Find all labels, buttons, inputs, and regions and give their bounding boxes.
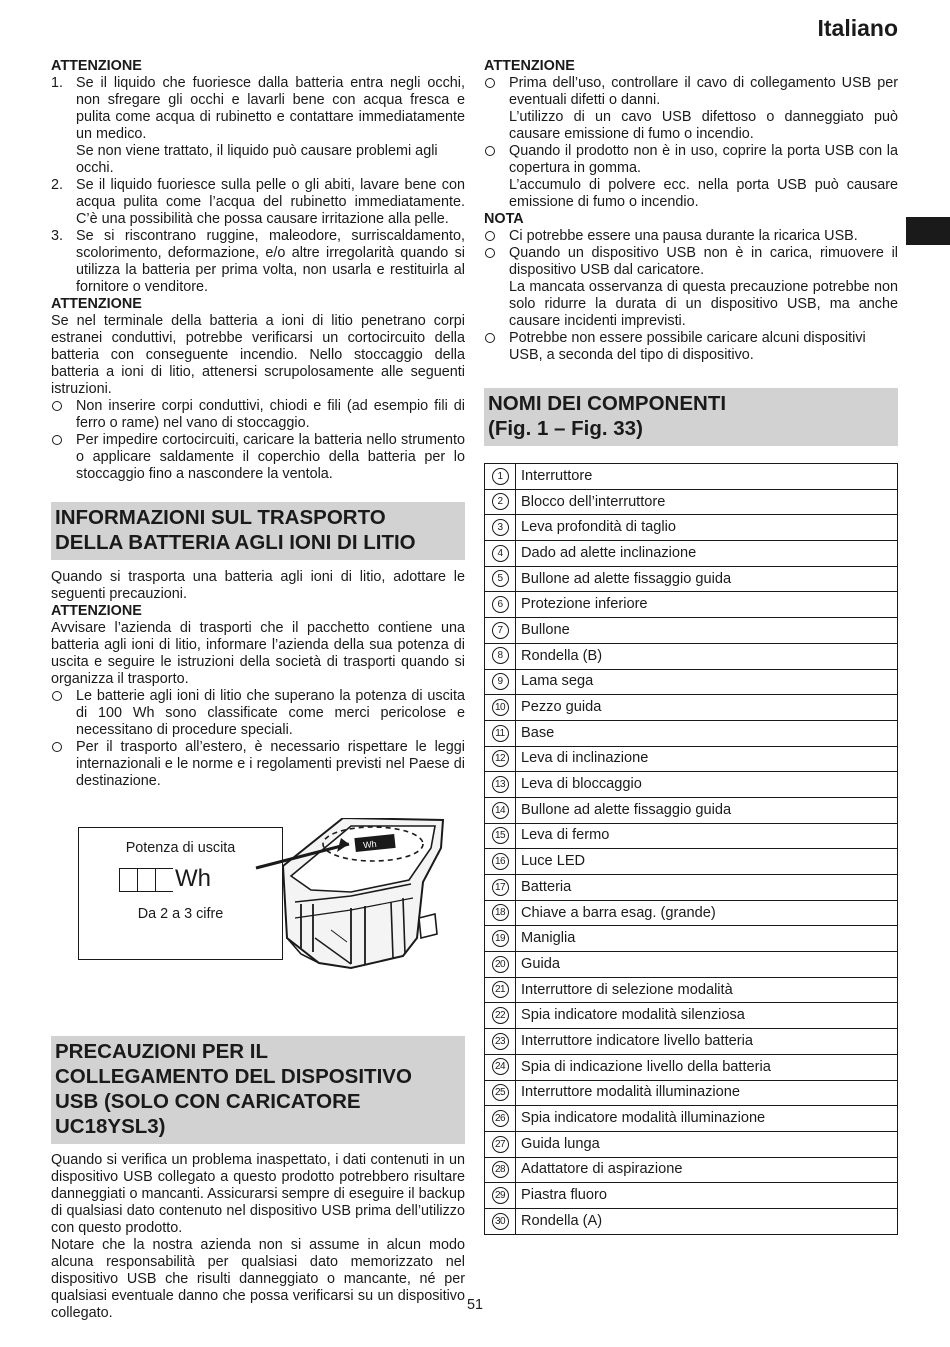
bullet-item xyxy=(484,245,898,330)
part-name-cell: Interruttore modalità illuminazione xyxy=(516,1080,898,1106)
table-row xyxy=(485,823,898,849)
part-name-cell: Interruttore di selezione modalità xyxy=(516,977,898,1003)
figure-caption-bottom: Da 2 a 3 cifre xyxy=(137,906,224,922)
circled-number: 9 xyxy=(492,673,509,690)
circle-bullet-icon xyxy=(51,739,76,790)
figure-caption-top: Potenza di uscita xyxy=(125,840,236,856)
page-language-header: Italiano xyxy=(817,15,898,41)
part-name-cell: Chiave a barra esag. (grande) xyxy=(516,900,898,926)
circle-bullet-icon xyxy=(484,143,509,211)
part-number-cell xyxy=(485,592,516,618)
right-column xyxy=(484,58,898,1235)
section-heading-transport xyxy=(51,502,465,560)
circled-number: 26 xyxy=(492,1110,509,1127)
circle-bullet-icon xyxy=(484,245,509,330)
table-row xyxy=(485,669,898,695)
table-row xyxy=(485,541,898,567)
circled-number: 3 xyxy=(492,519,509,536)
part-name-cell: Luce LED xyxy=(516,849,898,875)
part-name-cell: Rondella (B) xyxy=(516,643,898,669)
part-name-cell: Base xyxy=(516,720,898,746)
part-name-cell: Interruttore indicatore livello batteria xyxy=(516,1029,898,1055)
heading-line: PRECAUZIONI PER IL xyxy=(55,1040,268,1063)
part-name-cell: Guida xyxy=(516,952,898,978)
circle-bullet-icon xyxy=(51,398,76,432)
bullet-text: L’utilizzo di un cavo USB difettoso o danneggiato può causare emissione di fumo o incendio. xyxy=(509,109,898,142)
paragraph: Notare che la nostra azienda non si assume in alcun modo alcuna responsabilità per qualsiasi dato memorizzato nel dispositivo USB che risulti danneggiato o mancante, né per qualsiasi eventuale danno che possa verificarsi su un dispositivo collegato. xyxy=(51,1237,465,1321)
note-title: NOTA xyxy=(484,211,524,227)
part-number-cell xyxy=(485,1208,516,1234)
part-name-cell: Leva di fermo xyxy=(516,823,898,849)
part-number-cell xyxy=(485,695,516,721)
circled-number: 14 xyxy=(492,802,509,819)
circled-number: 17 xyxy=(492,879,509,896)
part-name-cell: Batteria xyxy=(516,875,898,901)
part-number-cell xyxy=(485,1029,516,1055)
part-number-cell xyxy=(485,1054,516,1080)
part-number-cell xyxy=(485,823,516,849)
section-tab-marker xyxy=(906,217,950,245)
table-row xyxy=(485,515,898,541)
bullet-text: Quando un dispositivo USB non è in carica, rimuovere il dispositivo USB dal caricatore. xyxy=(509,245,898,278)
table-row xyxy=(485,1080,898,1106)
circled-number: 24 xyxy=(492,1058,509,1075)
part-number-cell xyxy=(485,669,516,695)
circled-number: 16 xyxy=(492,853,509,870)
circled-number: 4 xyxy=(492,545,509,562)
circled-number: 5 xyxy=(492,570,509,587)
part-name-cell: Bullone ad alette fissaggio guida xyxy=(516,566,898,592)
section-heading-usb xyxy=(51,1036,465,1144)
circled-number: 1 xyxy=(492,468,509,485)
table-row xyxy=(485,1106,898,1132)
part-name-cell: Blocco dell’interruttore xyxy=(516,489,898,515)
numbered-item xyxy=(51,228,465,296)
bullet-text: Prima dell’uso, controllare il cavo di collegamento USB per eventuali difetti o danni. xyxy=(509,75,898,108)
warning-title: ATTENZIONE xyxy=(484,58,575,74)
table-row xyxy=(485,1157,898,1183)
heading-line: COLLEGAMENTO DEL DISPOSITIVO xyxy=(55,1065,412,1088)
table-row xyxy=(485,926,898,952)
part-number-cell xyxy=(485,515,516,541)
page-number: 51 xyxy=(466,1297,483,1313)
table-row xyxy=(485,489,898,515)
part-number-cell xyxy=(485,772,516,798)
part-number-cell xyxy=(485,566,516,592)
bullet-text: Ci potrebbe essere una pausa durante la ricarica USB. xyxy=(509,228,858,244)
heading-line: INFORMAZIONI SUL TRASPORTO xyxy=(55,506,386,529)
circled-number: 30 xyxy=(492,1213,509,1230)
table-row xyxy=(485,1131,898,1157)
table-row xyxy=(485,772,898,798)
item-number: 2. xyxy=(51,177,64,193)
table-row xyxy=(485,643,898,669)
part-number-cell xyxy=(485,875,516,901)
battery-wh-label: Wh xyxy=(362,838,378,851)
part-name-cell: Leva di bloccaggio xyxy=(516,772,898,798)
part-name-cell: Bullone ad alette fissaggio guida xyxy=(516,797,898,823)
part-name-cell: Guida lunga xyxy=(516,1131,898,1157)
part-number-cell xyxy=(485,952,516,978)
digit-box xyxy=(119,868,137,892)
bullet-item xyxy=(51,739,465,790)
section-heading-parts xyxy=(484,388,898,446)
part-number-cell xyxy=(485,797,516,823)
circled-number: 29 xyxy=(492,1187,509,1204)
item-number: 3. xyxy=(51,228,64,244)
circled-number: 18 xyxy=(492,904,509,921)
part-name-cell: Lama sega xyxy=(516,669,898,695)
bullet-item xyxy=(484,75,898,143)
part-name-cell: Rondella (A) xyxy=(516,1208,898,1234)
circled-number: 2 xyxy=(492,493,509,510)
item-text: Se non viene trattato, il liquido può causare problemi agli occhi. xyxy=(76,143,438,176)
bullet-item xyxy=(484,143,898,211)
circled-number: 7 xyxy=(492,622,509,639)
circled-number: 23 xyxy=(492,1033,509,1050)
table-row xyxy=(485,1054,898,1080)
part-number-cell xyxy=(485,746,516,772)
table-row xyxy=(485,977,898,1003)
part-name-cell: Spia indicatore modalità silenziosa xyxy=(516,1003,898,1029)
table-row xyxy=(485,849,898,875)
numbered-item xyxy=(51,177,465,228)
part-number-cell xyxy=(485,977,516,1003)
paragraph: Quando si trasporta una batteria agli ioni di litio, adottare le seguenti precauzioni. xyxy=(51,569,465,602)
part-number-cell xyxy=(485,1183,516,1209)
part-name-cell: Adattatore di aspirazione xyxy=(516,1157,898,1183)
heading-line: UC18YSL3) xyxy=(55,1115,166,1138)
table-row xyxy=(485,1208,898,1234)
part-name-cell: Interruttore xyxy=(516,464,898,490)
circled-number: 12 xyxy=(492,750,509,767)
part-name-cell: Maniglia xyxy=(516,926,898,952)
paragraph: Avvisare l’azienda di trasporti che il pacchetto contiene una batteria agli ioni di litio, informare l’azienda della sua potenza di uscita e seguire le istruzioni della società di trasporti quando si organizza il trasporto. xyxy=(51,620,465,687)
part-name-cell: Pezzo guida xyxy=(516,695,898,721)
table-row xyxy=(485,464,898,490)
bullet-item xyxy=(484,330,898,364)
digit-boxes xyxy=(119,866,211,892)
part-name-cell: Dado ad alette inclinazione xyxy=(516,541,898,567)
battery-output-figure xyxy=(51,818,465,988)
parts-table xyxy=(484,463,898,1235)
table-row xyxy=(485,746,898,772)
table-row xyxy=(485,952,898,978)
bullet-text: La mancata osservanza di questa precauzione potrebbe non solo ridurre la durata di un dispositivo USB, ma anche causare incidenti imprevisti. xyxy=(509,279,898,329)
bullet-text: Potrebbe non essere possibile caricare alcuni dispositivi USB, a seconda del tipo di dispositivo. xyxy=(509,330,866,363)
warning-title: ATTENZIONE xyxy=(51,296,142,312)
table-row xyxy=(485,1183,898,1209)
part-number-cell xyxy=(485,926,516,952)
part-name-cell: Protezione inferiore xyxy=(516,592,898,618)
item-number: 1. xyxy=(51,75,64,91)
circle-bullet-icon xyxy=(484,228,509,245)
part-name-cell: Spia di indicazione livello della batteria xyxy=(516,1054,898,1080)
digit-box xyxy=(155,868,173,892)
warning-title: ATTENZIONE xyxy=(51,58,142,74)
part-number-cell xyxy=(485,489,516,515)
circled-number: 27 xyxy=(492,1136,509,1153)
part-number-cell xyxy=(485,464,516,490)
table-row xyxy=(485,695,898,721)
part-name-cell: Leva profondità di taglio xyxy=(516,515,898,541)
circle-bullet-icon xyxy=(51,432,76,483)
table-row xyxy=(485,900,898,926)
paragraph: Quando si verifica un problema inaspettato, i dati contenuti in un dispositivo USB collegato a questo prodotto potrebbero risultare danneggiati o mancanti. Assicurarsi sempre di eseguire il backup di qualsiasi dato contenuto nel dispositivo USB prima dell’utilizzo con questo prodotto. xyxy=(51,1152,465,1236)
part-number-cell xyxy=(485,1157,516,1183)
bullet-item xyxy=(51,688,465,739)
part-name-cell: Piastra fluoro xyxy=(516,1183,898,1209)
part-number-cell xyxy=(485,720,516,746)
item-text: Se si riscontrano ruggine, maleodore, surriscaldamento, scolorimento, deformazione, e/o altre irregolarità quando si utilizza la batteria per prima volta, non usarla e restituirla al fornitore o venditore. xyxy=(76,228,465,295)
table-row xyxy=(485,592,898,618)
bullet-item xyxy=(51,398,465,432)
part-number-cell xyxy=(485,1003,516,1029)
part-number-cell xyxy=(485,1080,516,1106)
heading-line: NOMI DEI COMPONENTI xyxy=(488,392,727,415)
bullet-text: Quando il prodotto non è in uso, coprire la porta USB con la copertura in gomma. xyxy=(509,143,898,176)
table-row xyxy=(485,1003,898,1029)
circled-number: 10 xyxy=(492,699,509,716)
table-row xyxy=(485,797,898,823)
part-number-cell xyxy=(485,900,516,926)
bullet-text: Le batterie agli ioni di litio che superano la potenza di uscita di 100 Wh sono classificate come merci pericolose e necessitano di procedure speciali. xyxy=(76,688,465,738)
heading-line: USB (SOLO CON CARICATORE xyxy=(55,1090,361,1113)
warning-title: ATTENZIONE xyxy=(51,603,142,619)
paragraph: Se nel terminale della batteria a ioni di litio penetrano corpi estranei conduttivi, potrebbe verificarsi un cortocircuito della batteria con conseguente incendio. Nello stoccaggio della batteria a ioni di litio, attenersi scrupolosamente alle seguenti istruzioni. xyxy=(51,313,465,397)
circle-bullet-icon xyxy=(51,688,76,739)
part-number-cell xyxy=(485,541,516,567)
circled-number: 13 xyxy=(492,776,509,793)
table-row xyxy=(485,566,898,592)
bullet-text: Non inserire corpi conduttivi, chiodi e fili (ad esempio fili di ferro o rame) nel vano di stoccaggio. xyxy=(76,398,465,431)
circled-number: 19 xyxy=(492,930,509,947)
item-text: Se il liquido che fuoriesce dalla batteria entra negli occhi, non sfregare gli occhi e lavarli bene con acqua fresca e pulita come acqua di rubinetto e contattare immediatamente un medico. xyxy=(76,75,465,142)
circled-number: 22 xyxy=(492,1007,509,1024)
circled-number: 21 xyxy=(492,981,509,998)
bullet-text: Per impedire cortocircuiti, caricare la batteria nello strumento o applicare saldamente il coperchio della batteria per lo stoccaggio fino a nascondere la ventola. xyxy=(76,432,465,482)
item-text: Se il liquido fuoriesce sulla pelle o gli abiti, lavare bene con acqua pulita come l’acqua del rubinetto immediatamente. C’è una possibilità che possa causare irritazione alla pelle. xyxy=(76,177,465,227)
part-number-cell xyxy=(485,1106,516,1132)
output-power-label-box xyxy=(78,827,283,960)
part-name-cell: Spia indicatore modalità illuminazione xyxy=(516,1106,898,1132)
table-row xyxy=(485,1029,898,1055)
part-number-cell xyxy=(485,1131,516,1157)
circle-bullet-icon xyxy=(484,330,509,364)
part-number-cell xyxy=(485,618,516,644)
table-row xyxy=(485,720,898,746)
bullet-item xyxy=(51,432,465,483)
circle-bullet-icon xyxy=(484,75,509,143)
part-number-cell xyxy=(485,849,516,875)
circled-number: 20 xyxy=(492,956,509,973)
digit-box xyxy=(137,868,155,892)
circled-number: 15 xyxy=(492,827,509,844)
bullet-text: Per il trasporto all’estero, è necessario rispettare le leggi internazionali e le norme e i regolamenti previsti nel Paese di destinazione. xyxy=(76,739,465,789)
bullet-text: L’accumulo di polvere ecc. nella porta USB può causare emissione di fumo o incendio. xyxy=(509,177,898,210)
heading-line: (Fig. 1 – Fig. 33) xyxy=(488,417,643,440)
part-name-cell: Bullone xyxy=(516,618,898,644)
unit-label: Wh xyxy=(175,865,211,892)
circled-number: 25 xyxy=(492,1084,509,1101)
part-number-cell xyxy=(485,643,516,669)
left-column xyxy=(51,58,465,1322)
numbered-item xyxy=(51,75,465,177)
circled-number: 8 xyxy=(492,647,509,664)
circled-number: 28 xyxy=(492,1161,509,1178)
bullet-item xyxy=(484,228,898,245)
table-row xyxy=(485,618,898,644)
heading-line: DELLA BATTERIA AGLI IONI DI LITIO xyxy=(55,531,416,554)
table-row xyxy=(485,875,898,901)
circled-number: 6 xyxy=(492,596,509,613)
part-name-cell: Leva di inclinazione xyxy=(516,746,898,772)
circled-number: 11 xyxy=(492,725,509,742)
